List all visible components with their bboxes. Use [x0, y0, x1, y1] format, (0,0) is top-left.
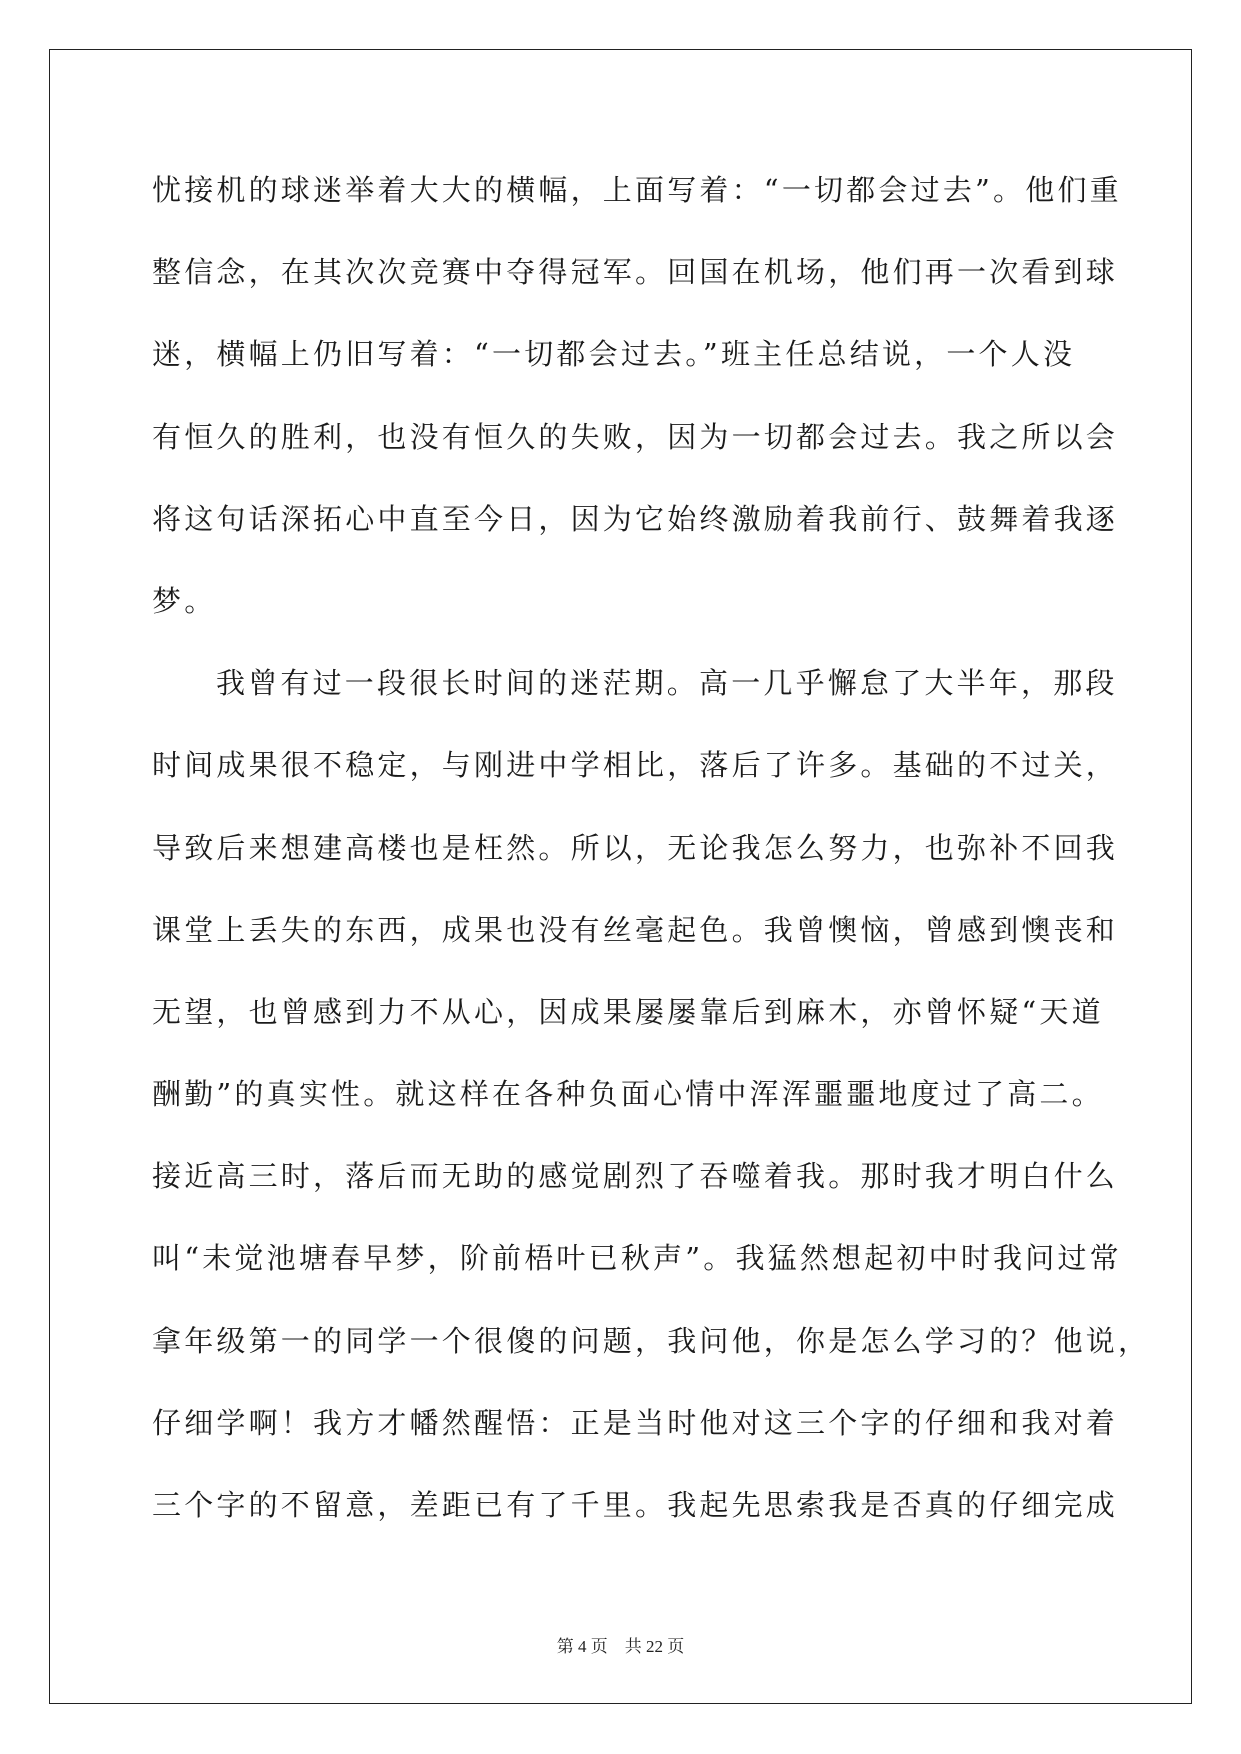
body-line: 叫“未觉池塘春早梦，阶前梧叶已秋声”。我猛然想起初中时我问过常	[152, 1241, 1122, 1276]
body-line: 酬勤”的真实性。就这样在各种负面心情中浑浑噩噩地度过了高二。	[152, 1077, 1104, 1112]
paragraph-start-line: 我曾有过一段很长时间的迷茫期。高一几乎懈怠了大半年，那段	[216, 666, 1118, 701]
body-line: 拿年级第一的同学一个很傻的问题，我问他，你是怎么学习的？他说，	[152, 1323, 1151, 1358]
body-line: 梦。	[152, 583, 217, 618]
body-line: 有恒久的胜利，也没有恒久的失败，因为一切都会过去。我之所以会	[152, 419, 1119, 454]
footer-gap	[608, 1637, 625, 1656]
body-line: 忧接机的球迷举着大大的横幅，上面写着：“一切都会过去”。他们重	[152, 173, 1122, 207]
body-line: 整信念，在其次次竞赛中夺得冠军。回国在机场，他们再一次看到球	[152, 255, 1119, 290]
page-total: 共 22 页	[624, 1637, 685, 1656]
body-line: 无望，也曾感到力不从心，因成果屡屡靠后到麻木，亦曾怀疑“天道	[152, 994, 1104, 1029]
body-line: 课堂上丢失的东西，成果也没有丝毫起色。我曾懊恼，曾感到懊丧和	[152, 912, 1119, 947]
page-footer	[0, 1632, 1241, 1657]
body-line: 仔细学啊！我方才幡然醒悟：正是当时他对这三个字的仔细和我对着	[152, 1405, 1119, 1440]
body-line: 接近高三时，落后而无助的感觉剧烈了吞噬着我。那时我才明白什么	[152, 1159, 1119, 1194]
body-line: 时间成果很不稳定，与刚进中学相比，落后了许多。基础的不过关，	[152, 748, 1119, 783]
body-line: 迷，横幅上仍旧写着：“一切都会过去。”班主任总结说，一个人没	[152, 337, 1076, 372]
page-number: 第 4 页	[556, 1637, 608, 1656]
body-line: 导致后来想建高楼也是枉然。所以，无论我怎么努力，也弥补不回我	[152, 830, 1119, 865]
document-body	[152, 165, 1151, 1562]
body-line: 将这句话深拓心中直至今日，因为它始终激励着我前行、鼓舞着我逐	[152, 501, 1119, 536]
body-line: 三个字的不留意，差距已有了千里。我起先思索我是否真的仔细完成	[152, 1488, 1119, 1522]
